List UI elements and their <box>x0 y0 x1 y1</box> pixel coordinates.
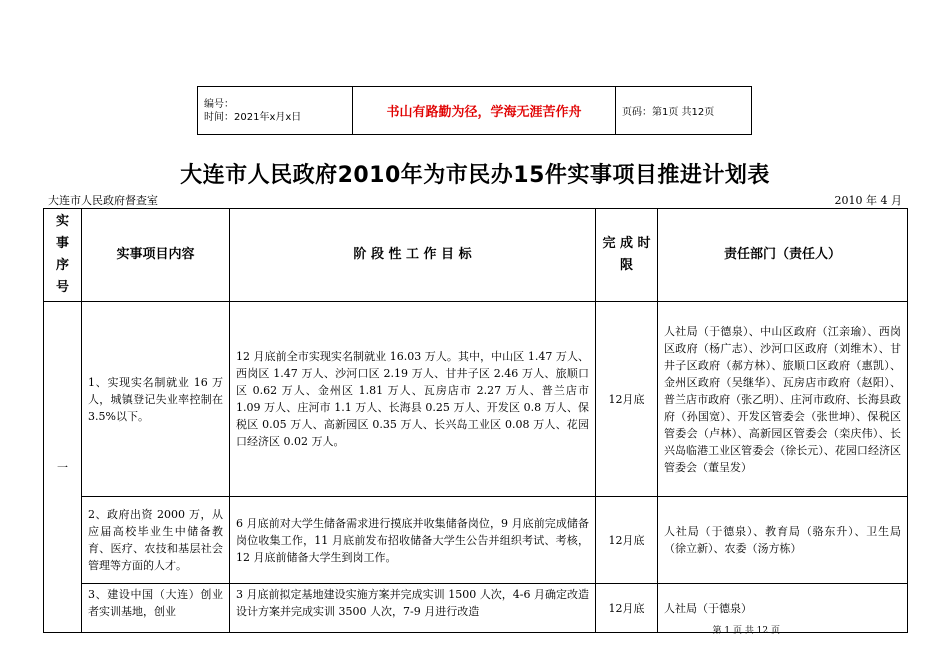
page-footer: 第 1 页 共 12 页 <box>712 626 780 636</box>
item-content: 1、实现实名制就业 16 万人，城镇登记失业率控制在 3.5%以下。 <box>82 302 230 497</box>
item-content: 2、政府出资 2000 万，从应届高校毕业生中储备教育、医疗、农技和基层社会管理等方面的人才。 <box>82 497 230 584</box>
time-label: 时间：2021年x月x日 <box>204 111 302 123</box>
item-group-number: 一 <box>44 302 82 633</box>
table-row <box>44 302 908 497</box>
col-header-deadline: 完 成 时 限 <box>596 209 658 302</box>
item-goal: 3 月底前拟定基地建设实施方案并完成实训 1500 人次，4-6 月确定改造设计方案并完成实训 3500 人次，7-9 月进行改造 <box>230 584 596 633</box>
document-header-box <box>197 86 752 135</box>
plan-table <box>43 208 908 633</box>
item-goal: 6 月底前对大学生储备需求进行摸底并收集储备岗位，9 月底前完成储备岗位收集工作，11 月底前发布招收储备大学生公告并组织考试、考核，12 月底前储备大学生到岗工作。 <box>230 497 596 584</box>
item-dept: 人社局（于德泉）、教育局（骆东升）、卫生局（徐立新）、农委（汤方栋） <box>658 497 908 584</box>
issue-date: 2010 年 4 月 <box>834 194 902 207</box>
motto: 书山有路勤为径，学海无涯苦作舟 <box>353 87 616 135</box>
table-row <box>44 497 908 584</box>
col-header-content: 实事项目内容 <box>82 209 230 302</box>
col-header-number: 实事序号 <box>44 209 82 302</box>
item-deadline: 12月底 <box>596 584 658 633</box>
item-dept: 人社局（于德泉）、中山区政府（江亲瑜）、西岗区政府（杨广志）、沙河口区政府（刘维木）、甘井子区政府（郝方林）、旅顺口区政府（惠凯）、金州区政府（吴继华）、瓦房店市政府（赵阳）、普兰店市政府（张乙明）、庄河市政府、长海县政府（孙国宽）、开发区管委会（张世坤）、保税区管委会（卢林）、高新园区管委会（栾庆伟）、长兴岛临港工业区管委会（徐长元）、花园口经济区管委会（董呈发） <box>658 302 908 497</box>
col-header-dept: 责任部门（责任人） <box>658 209 908 302</box>
col-header-goal: 阶 段 性 工 作 目 标 <box>230 209 596 302</box>
page-title: 大连市人民政府2010年为市民办15件实事项目推进计划表 <box>180 163 770 188</box>
number-label: 编号： <box>204 98 234 110</box>
header-meta-cell <box>198 87 353 135</box>
item-deadline: 12月底 <box>596 497 658 584</box>
item-goal: 12 月底前全市实现实名制就业 16.03 万人。其中，中山区 1.47 万人、西岗区 1.47 万人、沙河口区 2.19 万人、甘井子区 2.46 万人、旅顺口区 0.62 万人、金州区 1.81 万人、瓦房店市 2.27 万人、普兰店市 1.09 万人、庄河市 1.1 万人、长海县 0.25 万人、开发区 0.8 万人、保税区 0.05 万人、高新园区 0.35 万人、长兴岛工业区 0.08 万人、花园口经济区 0.02 万人。 <box>230 302 596 497</box>
issuing-office: 大连市人民政府督查室 <box>48 194 158 207</box>
item-content: 3、建设中国（大连）创业者实训基地，创业 <box>82 584 230 633</box>
item-deadline: 12月底 <box>596 302 658 497</box>
table-header-row <box>44 209 908 302</box>
item-dept: 人社局（于德泉） <box>658 584 908 633</box>
page-info: 页码：第1页 共12页 <box>616 87 752 135</box>
